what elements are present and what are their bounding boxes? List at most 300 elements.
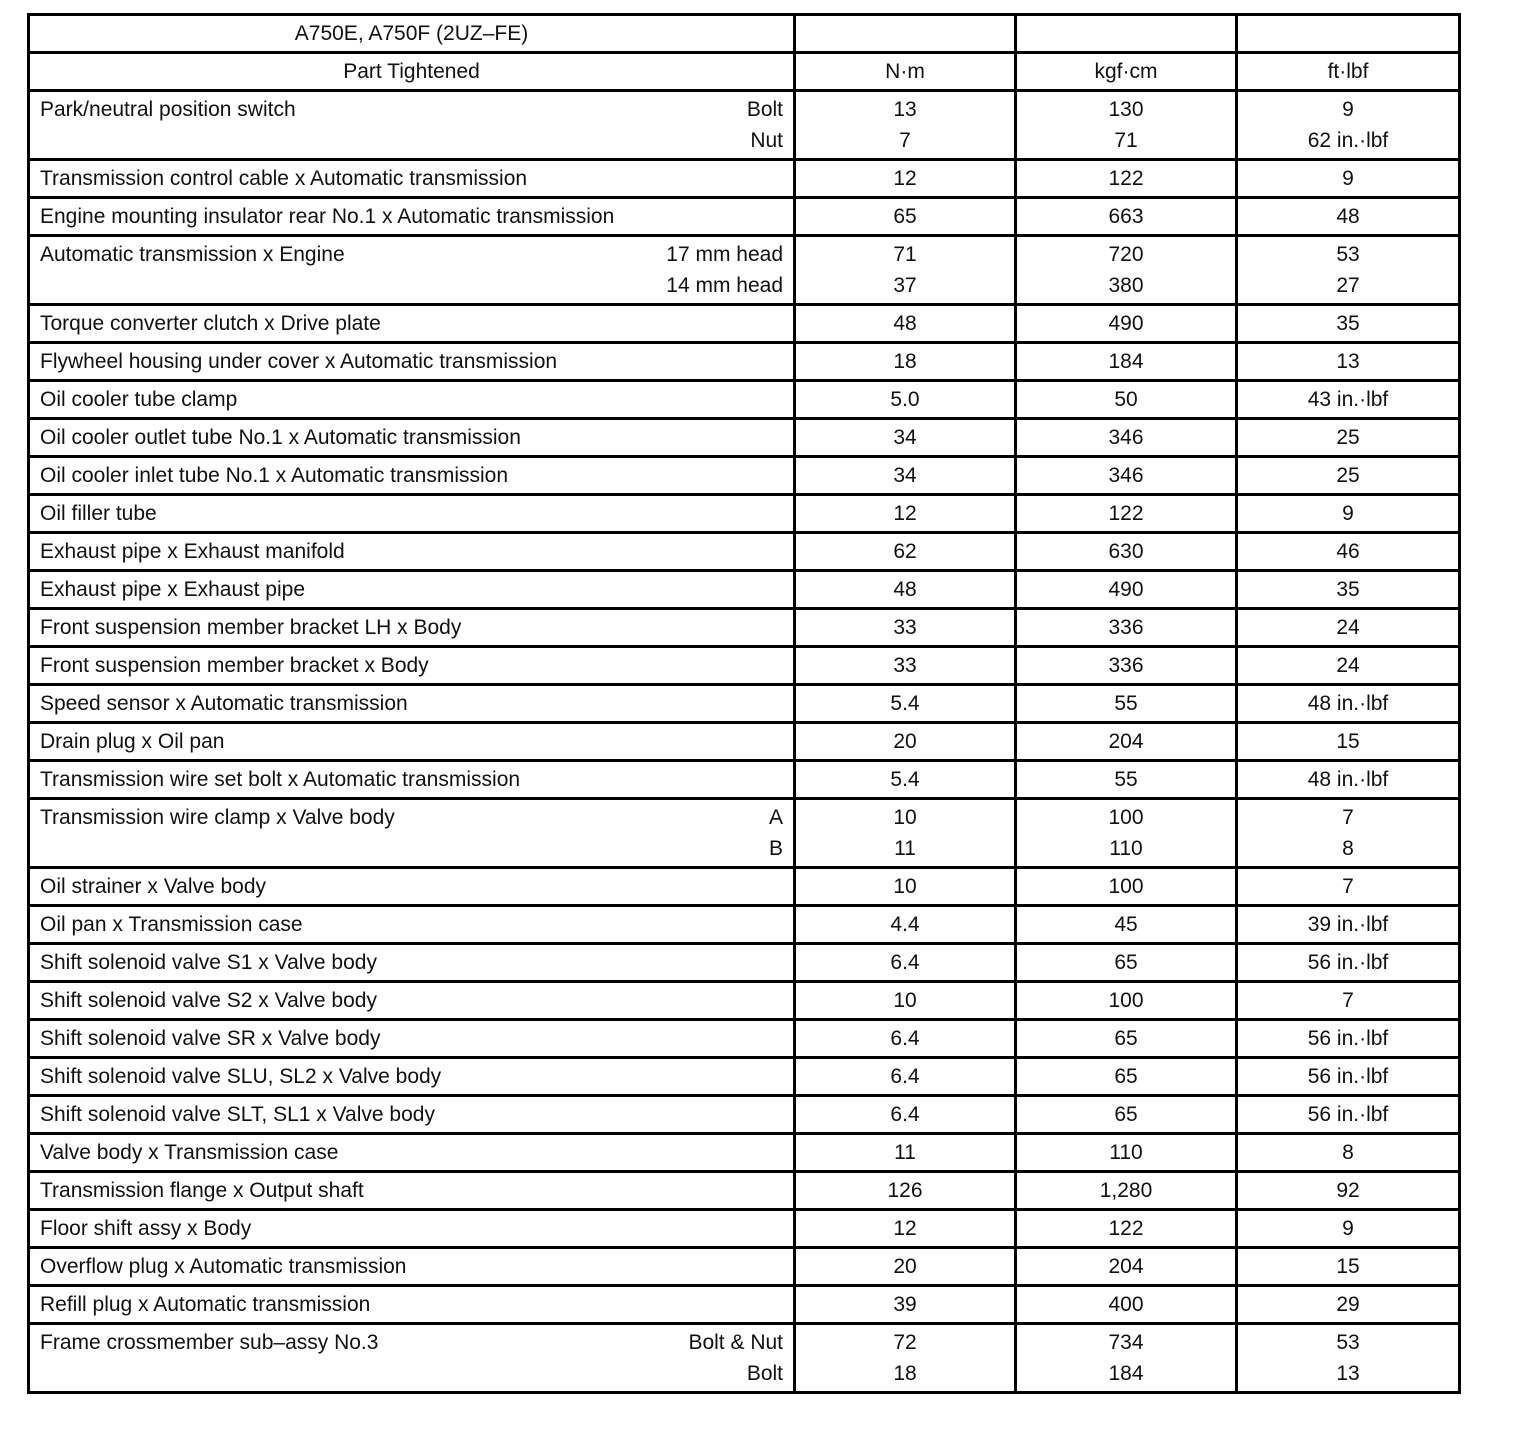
fastener-variant: A xyxy=(768,806,783,829)
header-ftlbf: ft·lbf xyxy=(1237,53,1460,91)
kgfcm-value-cell xyxy=(1016,609,1237,647)
nm-value: 71 xyxy=(893,243,917,266)
kgfcm-value: 204 xyxy=(1108,730,1144,753)
table-row xyxy=(29,91,1460,160)
nm-value-cell xyxy=(795,868,1016,906)
table-row xyxy=(29,1324,1460,1393)
nm-value-cell xyxy=(795,1172,1016,1210)
table-row xyxy=(29,1134,1460,1172)
nm-value: 62 xyxy=(893,540,917,563)
fastener-variant: Bolt xyxy=(746,1362,783,1385)
kgfcm-value-cell xyxy=(1016,647,1237,685)
fastener-variant: 17 mm head xyxy=(666,243,783,266)
empty-header-cell xyxy=(795,15,1016,53)
part-cell xyxy=(29,944,795,982)
ftlbf-value-cell xyxy=(1237,761,1460,799)
kgfcm-value: 400 xyxy=(1108,1293,1144,1316)
part-cell xyxy=(29,571,795,609)
nm-value: 20 xyxy=(893,730,917,753)
nm-value: 12 xyxy=(893,1217,917,1240)
nm-value-cell xyxy=(795,761,1016,799)
header-part-tightened: Part Tightened xyxy=(29,53,795,91)
table-row xyxy=(29,1172,1460,1210)
ftlbf-value-cell xyxy=(1237,906,1460,944)
nm-value: 11 xyxy=(894,1141,916,1164)
part-cell xyxy=(29,1096,795,1134)
empty-header-cell xyxy=(1237,15,1460,53)
part-cell xyxy=(29,236,795,305)
part-cell xyxy=(29,647,795,685)
nm-value-cell xyxy=(795,1286,1016,1324)
table-row xyxy=(29,1058,1460,1096)
table-row xyxy=(29,799,1460,868)
kgfcm-value: 55 xyxy=(1114,768,1138,791)
ftlbf-value: 48 xyxy=(1336,205,1360,228)
ftlbf-value-cell xyxy=(1237,1020,1460,1058)
ftlbf-value: 13 xyxy=(1336,350,1360,373)
kgfcm-value-cell xyxy=(1016,343,1237,381)
nm-value: 39 xyxy=(893,1293,917,1316)
kgfcm-value: 184 xyxy=(1108,1362,1144,1385)
nm-value: 10 xyxy=(893,875,917,898)
ftlbf-value-cell xyxy=(1237,1248,1460,1286)
nm-value-cell xyxy=(795,457,1016,495)
kgfcm-value-cell xyxy=(1016,1248,1237,1286)
ftlbf-value: 56 in.·lbf xyxy=(1307,1103,1389,1126)
fastener-variants xyxy=(688,1327,783,1389)
fastener-variant: 14 mm head xyxy=(666,274,783,297)
table-row xyxy=(29,1210,1460,1248)
kgfcm-value-cell xyxy=(1016,1210,1237,1248)
ftlbf-value-cell xyxy=(1237,381,1460,419)
part-cell xyxy=(29,1058,795,1096)
kgfcm-value-cell xyxy=(1016,761,1237,799)
ftlbf-value: 92 xyxy=(1336,1179,1360,1202)
nm-value-cell xyxy=(795,1210,1016,1248)
kgfcm-value: 122 xyxy=(1108,502,1144,525)
nm-value: 5.4 xyxy=(890,692,920,715)
part-name: Transmission wire set bolt x Automatic transmission xyxy=(40,768,521,791)
nm-value-cell xyxy=(795,495,1016,533)
ftlbf-value-cell xyxy=(1237,91,1460,160)
part-cell xyxy=(29,1286,795,1324)
part-cell xyxy=(29,1210,795,1248)
part-cell xyxy=(29,868,795,906)
kgfcm-value: 720 xyxy=(1108,243,1144,266)
part-name: Transmission control cable x Automatic transmission xyxy=(40,167,528,190)
kgfcm-value-cell xyxy=(1016,1134,1237,1172)
part-name: Front suspension member bracket x Body xyxy=(40,654,429,677)
ftlbf-value: 29 xyxy=(1336,1293,1360,1316)
kgfcm-value: 71 xyxy=(1114,129,1138,152)
kgfcm-value-cell xyxy=(1016,457,1237,495)
torque-spec-table xyxy=(27,13,1461,1394)
part-name: Shift solenoid valve SLT, SL1 x Valve body xyxy=(40,1103,435,1126)
kgfcm-value: 336 xyxy=(1108,616,1144,639)
part-name: Torque converter clutch x Drive plate xyxy=(40,312,381,335)
nm-value-cell xyxy=(795,198,1016,236)
column-header-row xyxy=(29,53,1460,91)
ftlbf-value: 39 in.·lbf xyxy=(1307,913,1389,936)
ftlbf-value-cell xyxy=(1237,198,1460,236)
part-cell xyxy=(29,1324,795,1393)
part-name: Frame crossmember sub–assy No.3 xyxy=(40,1331,379,1354)
nm-value: 6.4 xyxy=(890,1027,920,1050)
ftlbf-value: 56 in.·lbf xyxy=(1307,1027,1389,1050)
table-row xyxy=(29,381,1460,419)
kgfcm-value-cell xyxy=(1016,906,1237,944)
kgfcm-value-cell xyxy=(1016,1172,1237,1210)
ftlbf-value: 9 xyxy=(1342,167,1354,190)
table-row xyxy=(29,868,1460,906)
part-name: Shift solenoid valve SLU, SL2 x Valve body xyxy=(40,1065,442,1088)
part-name: Shift solenoid valve SR x Valve body xyxy=(40,1027,381,1050)
torque-spec-body xyxy=(29,15,1460,1393)
ftlbf-value: 9 xyxy=(1342,98,1354,121)
kgfcm-value: 100 xyxy=(1108,989,1144,1012)
kgfcm-value-cell xyxy=(1016,91,1237,160)
kgfcm-value: 380 xyxy=(1108,274,1144,297)
kgfcm-value: 336 xyxy=(1108,654,1144,677)
ftlbf-value: 7 xyxy=(1342,875,1354,898)
part-cell xyxy=(29,1134,795,1172)
part-name: Transmission flange x Output shaft xyxy=(40,1179,364,1202)
part-cell xyxy=(29,533,795,571)
nm-value: 4.4 xyxy=(890,913,920,936)
part-name: Valve body x Transmission case xyxy=(40,1141,339,1164)
nm-value-cell xyxy=(795,799,1016,868)
part-name: Shift solenoid valve S2 x Valve body xyxy=(40,989,377,1012)
ftlbf-value-cell xyxy=(1237,1210,1460,1248)
kgfcm-value-cell xyxy=(1016,198,1237,236)
table-row xyxy=(29,761,1460,799)
part-cell xyxy=(29,305,795,343)
part-name: Oil strainer x Valve body xyxy=(40,875,267,898)
ftlbf-value-cell xyxy=(1237,457,1460,495)
nm-value-cell xyxy=(795,685,1016,723)
kgfcm-value-cell xyxy=(1016,160,1237,198)
ftlbf-value-cell xyxy=(1237,1172,1460,1210)
part-cell xyxy=(29,1172,795,1210)
kgfcm-value: 65 xyxy=(1114,951,1138,974)
table-row xyxy=(29,160,1460,198)
kgfcm-value: 110 xyxy=(1109,837,1143,860)
ftlbf-value-cell xyxy=(1237,533,1460,571)
kgfcm-value: 100 xyxy=(1108,806,1144,829)
part-cell xyxy=(29,343,795,381)
part-cell xyxy=(29,723,795,761)
table-row xyxy=(29,723,1460,761)
table-row xyxy=(29,1096,1460,1134)
ftlbf-value: 53 xyxy=(1336,243,1360,266)
table-row xyxy=(29,343,1460,381)
kgfcm-value: 630 xyxy=(1108,540,1144,563)
nm-value-cell xyxy=(795,1324,1016,1393)
table-row xyxy=(29,906,1460,944)
ftlbf-value: 13 xyxy=(1336,1362,1360,1385)
ftlbf-value: 35 xyxy=(1336,578,1360,601)
fastener-variants xyxy=(769,802,783,864)
table-row xyxy=(29,609,1460,647)
part-cell xyxy=(29,609,795,647)
nm-value-cell xyxy=(795,944,1016,982)
nm-value: 6.4 xyxy=(890,1065,920,1088)
fastener-variants xyxy=(666,239,783,301)
ftlbf-value-cell xyxy=(1237,647,1460,685)
nm-value-cell xyxy=(795,236,1016,305)
table-row xyxy=(29,685,1460,723)
ftlbf-value: 25 xyxy=(1336,464,1360,487)
part-name: Speed sensor x Automatic transmission xyxy=(40,692,408,715)
ftlbf-value: 27 xyxy=(1336,274,1360,297)
part-cell xyxy=(29,457,795,495)
ftlbf-value-cell xyxy=(1237,982,1460,1020)
part-cell xyxy=(29,1020,795,1058)
ftlbf-value-cell xyxy=(1237,343,1460,381)
kgfcm-value-cell xyxy=(1016,1020,1237,1058)
part-name: Oil filler tube xyxy=(40,502,157,525)
model-title-row xyxy=(29,15,1460,53)
ftlbf-value: 43 in.·lbf xyxy=(1307,388,1389,411)
nm-value: 72 xyxy=(893,1331,917,1354)
nm-value: 13 xyxy=(893,98,917,121)
table-row xyxy=(29,457,1460,495)
part-name: Flywheel housing under cover x Automatic transmission xyxy=(40,350,558,373)
part-cell xyxy=(29,419,795,457)
ftlbf-value: 15 xyxy=(1336,1255,1360,1278)
nm-value: 20 xyxy=(893,1255,917,1278)
part-name: Oil pan x Transmission case xyxy=(40,913,303,936)
part-cell xyxy=(29,906,795,944)
ftlbf-value-cell xyxy=(1237,1058,1460,1096)
part-name: Park/neutral position switch xyxy=(40,98,296,121)
kgfcm-value-cell xyxy=(1016,685,1237,723)
kgfcm-value: 100 xyxy=(1108,875,1144,898)
nm-value: 37 xyxy=(893,274,917,297)
ftlbf-value-cell xyxy=(1237,160,1460,198)
ftlbf-value: 48 in.·lbf xyxy=(1307,692,1389,715)
part-cell xyxy=(29,982,795,1020)
kgfcm-value: 45 xyxy=(1114,913,1138,936)
ftlbf-value-cell xyxy=(1237,685,1460,723)
part-name: Transmission wire clamp x Valve body xyxy=(40,806,395,829)
nm-value: 34 xyxy=(893,464,917,487)
nm-value-cell xyxy=(795,1248,1016,1286)
ftlbf-value-cell xyxy=(1237,868,1460,906)
ftlbf-value-cell xyxy=(1237,571,1460,609)
ftlbf-value-cell xyxy=(1237,1286,1460,1324)
table-row xyxy=(29,198,1460,236)
table-row xyxy=(29,982,1460,1020)
nm-value-cell xyxy=(795,343,1016,381)
nm-value: 48 xyxy=(893,312,917,335)
nm-value-cell xyxy=(795,1020,1016,1058)
ftlbf-value: 62 in.·lbf xyxy=(1307,129,1389,152)
table-row xyxy=(29,495,1460,533)
part-name: Engine mounting insulator rear No.1 x Automatic transmission xyxy=(40,205,615,228)
kgfcm-value: 50 xyxy=(1114,388,1138,411)
ftlbf-value: 46 xyxy=(1336,540,1360,563)
part-cell xyxy=(29,799,795,868)
nm-value: 126 xyxy=(887,1179,923,1202)
nm-value: 6.4 xyxy=(890,951,920,974)
part-cell xyxy=(29,1248,795,1286)
table-row xyxy=(29,647,1460,685)
ftlbf-value: 53 xyxy=(1336,1331,1360,1354)
part-cell xyxy=(29,495,795,533)
kgfcm-value-cell xyxy=(1016,799,1237,868)
ftlbf-value: 15 xyxy=(1336,730,1360,753)
nm-value: 12 xyxy=(893,502,917,525)
part-cell xyxy=(29,381,795,419)
kgfcm-value-cell xyxy=(1016,495,1237,533)
kgfcm-value: 734 xyxy=(1108,1331,1144,1354)
table-row xyxy=(29,1248,1460,1286)
nm-value: 11 xyxy=(894,837,916,860)
kgfcm-value-cell xyxy=(1016,381,1237,419)
nm-value-cell xyxy=(795,906,1016,944)
nm-value-cell xyxy=(795,305,1016,343)
ftlbf-value-cell xyxy=(1237,495,1460,533)
table-row xyxy=(29,533,1460,571)
kgfcm-value: 55 xyxy=(1114,692,1138,715)
ftlbf-value: 9 xyxy=(1342,1217,1354,1240)
nm-value-cell xyxy=(795,419,1016,457)
ftlbf-value-cell xyxy=(1237,419,1460,457)
kgfcm-value-cell xyxy=(1016,982,1237,1020)
nm-value-cell xyxy=(795,609,1016,647)
kgfcm-value-cell xyxy=(1016,944,1237,982)
ftlbf-value-cell xyxy=(1237,944,1460,982)
nm-value-cell xyxy=(795,1134,1016,1172)
header-nm: N·m xyxy=(795,53,1016,91)
ftlbf-value: 35 xyxy=(1336,312,1360,335)
kgfcm-value-cell xyxy=(1016,533,1237,571)
nm-value: 5.0 xyxy=(890,388,920,411)
kgfcm-value: 65 xyxy=(1114,1103,1138,1126)
nm-value: 10 xyxy=(893,989,917,1012)
ftlbf-value-cell xyxy=(1237,1096,1460,1134)
kgfcm-value-cell xyxy=(1016,723,1237,761)
kgfcm-value-cell xyxy=(1016,1096,1237,1134)
table-row xyxy=(29,1020,1460,1058)
nm-value-cell xyxy=(795,647,1016,685)
fastener-variant: Bolt xyxy=(746,98,783,121)
kgfcm-value-cell xyxy=(1016,1058,1237,1096)
nm-value-cell xyxy=(795,381,1016,419)
nm-value: 65 xyxy=(893,205,917,228)
kgfcm-value: 184 xyxy=(1108,350,1144,373)
part-name: Refill plug x Automatic transmission xyxy=(40,1293,371,1316)
part-cell xyxy=(29,160,795,198)
kgfcm-value-cell xyxy=(1016,1286,1237,1324)
nm-value-cell xyxy=(795,1096,1016,1134)
ftlbf-value: 9 xyxy=(1342,502,1354,525)
table-row xyxy=(29,571,1460,609)
ftlbf-value: 24 xyxy=(1336,654,1360,677)
ftlbf-value: 8 xyxy=(1342,1141,1354,1164)
fastener-variant: B xyxy=(768,837,783,860)
part-cell xyxy=(29,685,795,723)
part-name: Drain plug x Oil pan xyxy=(40,730,225,753)
nm-value-cell xyxy=(795,1058,1016,1096)
kgfcm-value: 346 xyxy=(1108,426,1144,449)
kgfcm-value: 65 xyxy=(1114,1027,1138,1050)
kgfcm-value: 130 xyxy=(1108,98,1144,121)
nm-value-cell xyxy=(795,91,1016,160)
kgfcm-value: 204 xyxy=(1108,1255,1144,1278)
ftlbf-value: 56 in.·lbf xyxy=(1307,951,1389,974)
part-name: Oil cooler inlet tube No.1 x Automatic transmission xyxy=(40,464,509,487)
ftlbf-value: 56 in.·lbf xyxy=(1307,1065,1389,1088)
part-name: Oil cooler tube clamp xyxy=(40,388,238,411)
nm-value: 18 xyxy=(893,350,917,373)
part-name: Floor shift assy x Body xyxy=(40,1217,252,1240)
nm-value: 5.4 xyxy=(890,768,920,791)
ftlbf-value: 25 xyxy=(1336,426,1360,449)
part-cell xyxy=(29,91,795,160)
kgfcm-value: 122 xyxy=(1108,1217,1144,1240)
nm-value: 33 xyxy=(893,654,917,677)
kgfcm-value-cell xyxy=(1016,1324,1237,1393)
part-name: Automatic transmission x Engine xyxy=(40,243,345,266)
part-cell xyxy=(29,198,795,236)
nm-value-cell xyxy=(795,160,1016,198)
nm-value: 7 xyxy=(899,129,911,152)
fastener-variant: Bolt & Nut xyxy=(688,1331,783,1354)
kgfcm-value: 1,280 xyxy=(1099,1179,1153,1202)
kgfcm-value: 663 xyxy=(1108,205,1144,228)
nm-value: 18 xyxy=(893,1362,917,1385)
part-name: Overflow plug x Automatic transmission xyxy=(40,1255,407,1278)
empty-header-cell xyxy=(1016,15,1237,53)
ftlbf-value-cell xyxy=(1237,236,1460,305)
part-name: Exhaust pipe x Exhaust manifold xyxy=(40,540,345,563)
kgfcm-value: 65 xyxy=(1114,1065,1138,1088)
kgfcm-value: 110 xyxy=(1109,1141,1143,1164)
ftlbf-value: 8 xyxy=(1342,837,1354,860)
kgfcm-value: 122 xyxy=(1108,167,1144,190)
kgfcm-value-cell xyxy=(1016,236,1237,305)
part-cell xyxy=(29,761,795,799)
fastener-variant: Nut xyxy=(750,129,783,152)
fastener-variants xyxy=(747,94,783,156)
nm-value-cell xyxy=(795,533,1016,571)
nm-value: 6.4 xyxy=(890,1103,920,1126)
nm-value-cell xyxy=(795,723,1016,761)
header-kgfcm: kgf·cm xyxy=(1016,53,1237,91)
ftlbf-value-cell xyxy=(1237,1324,1460,1393)
nm-value: 34 xyxy=(893,426,917,449)
table-row xyxy=(29,419,1460,457)
ftlbf-value: 24 xyxy=(1336,616,1360,639)
table-row xyxy=(29,305,1460,343)
ftlbf-value: 7 xyxy=(1342,806,1354,829)
ftlbf-value: 7 xyxy=(1342,989,1354,1012)
nm-value-cell xyxy=(795,982,1016,1020)
ftlbf-value-cell xyxy=(1237,799,1460,868)
ftlbf-value-cell xyxy=(1237,1134,1460,1172)
ftlbf-value: 48 in.·lbf xyxy=(1307,768,1389,791)
part-name: Exhaust pipe x Exhaust pipe xyxy=(40,578,306,601)
kgfcm-value-cell xyxy=(1016,305,1237,343)
table-row xyxy=(29,944,1460,982)
kgfcm-value-cell xyxy=(1016,419,1237,457)
nm-value: 10 xyxy=(893,806,917,829)
table-row xyxy=(29,236,1460,305)
kgfcm-value: 490 xyxy=(1108,312,1144,335)
part-name: Front suspension member bracket LH x Body xyxy=(40,616,462,639)
